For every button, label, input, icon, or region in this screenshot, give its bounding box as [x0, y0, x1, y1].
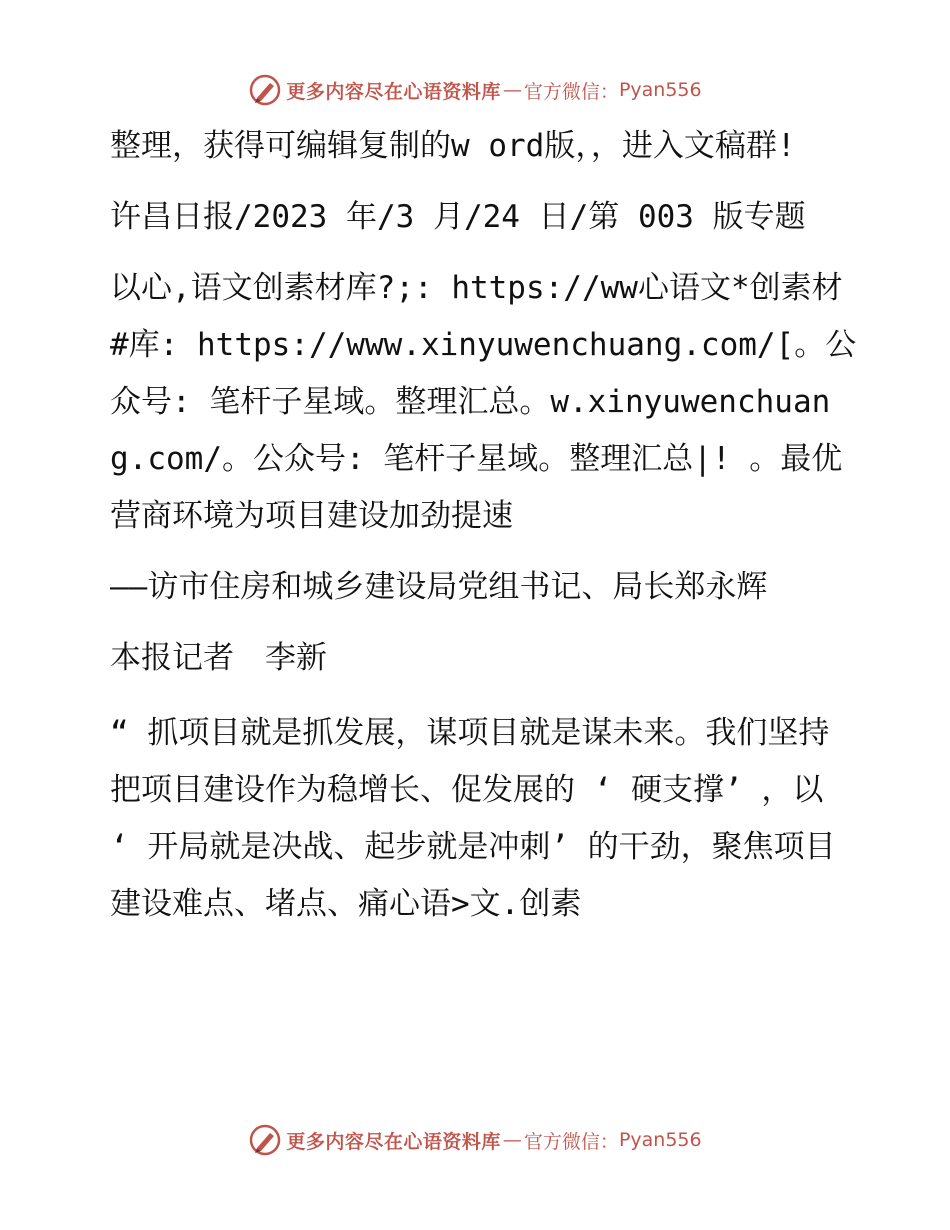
intro-paragraph: 整理，获得可编辑复制的w ord版，，进入文稿群!	[110, 128, 796, 164]
byline: 本报记者 李新	[110, 640, 327, 676]
source-info-paragraph: 以心,语文创素材库?;: https://ww心语文*创素材#库: https://www.xinyuwenchuang.com/[。公众号: 笔杆子星域。整理汇总。w.xinyuwenchuang.com/。公众号: 笔杆子星域。整理汇总|! 。最优营商环境为项目建设加劲提速	[110, 270, 857, 534]
pen-logo-icon	[248, 73, 282, 107]
watermark-wechat-label: 官方微信：	[523, 80, 619, 103]
watermark-site: 更多内容尽在心语资料库	[286, 80, 501, 103]
pen-logo-icon	[248, 1123, 282, 1157]
article-body	[98, 118, 858, 933]
watermark-dash: —	[502, 1129, 522, 1151]
watermark-header	[0, 70, 950, 110]
watermark-wechat-id: Pyan556	[618, 79, 702, 101]
body-paragraph: “ 抓项目就是抓发展，谋项目就是谋未来。我们坚持把项目建设作为稳增长、促发展的 ‘ 硬支撑’ ，以 ‘ 开局就是决战、起步就是冲刺’ 的干劲，聚焦项目建设难点、堵点、痛心语>文.创素	[110, 715, 836, 922]
article-subtitle: ——访市住房和城乡建设局党组书记、局长郑永辉	[110, 569, 768, 605]
watermark-site: 更多内容尽在心语资料库	[286, 1130, 501, 1153]
watermark-wechat-id: Pyan556	[618, 1129, 702, 1151]
watermark-dash: —	[502, 79, 522, 101]
watermark-footer	[0, 1120, 950, 1160]
source-line: 许昌日报/2023 年/3 月/24 日/第 003 版专题	[110, 199, 806, 235]
watermark-wechat-label: 官方微信：	[523, 1130, 619, 1153]
